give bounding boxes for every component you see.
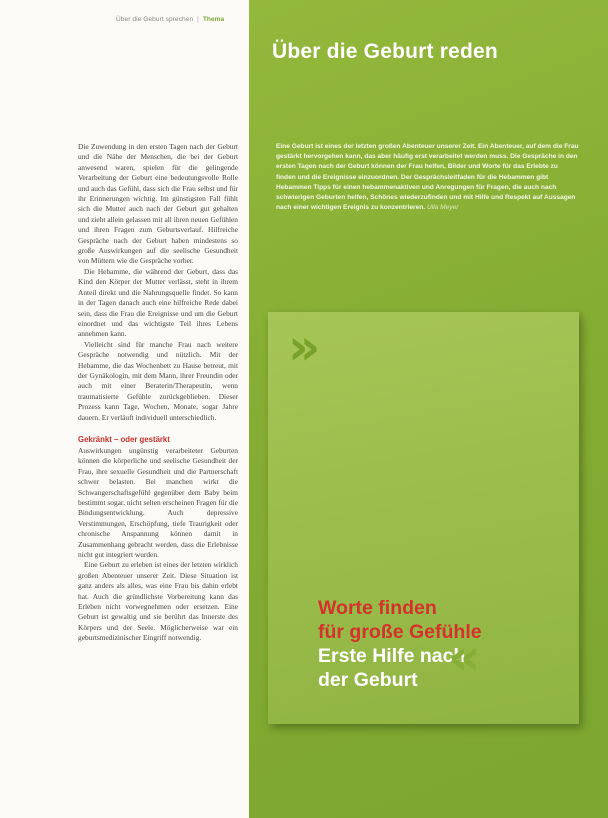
quote-close-icon: « bbox=[448, 628, 481, 686]
book-title-line-2: für große Gefühle bbox=[318, 621, 482, 643]
article-paragraph-4: Auswirkungen ungünstig verarbeiteter Geburten können die körperliche und seelische Gesundheit der Frau, ihre sexuelle Gesundheit und die Partnerschaft schwer belasten. Bei manchen wirkt die Schwangerschaftsgefühl gegenüber dem Baby beim bestimmt sogar, nicht selten erscheinen Fragen für die Bindungsentwicklung. Auch depressive Verstimmungen, Erschöpfung, tiefe Traurigkeit oder chronische Anspannung können damit in Zusammenhang gebracht werden, dass die Erlebnisse nicht gut integriert wurden. bbox=[78, 445, 238, 560]
panel-intro bbox=[276, 142, 579, 213]
running-head-separator: | bbox=[197, 16, 199, 23]
book-title bbox=[318, 596, 568, 692]
panel-title: Über die Geburt reden bbox=[272, 40, 498, 63]
book-subtitle-line-1: Erste Hilfe nach bbox=[318, 645, 466, 667]
article-paragraph-2: Die Hebamme, die während der Geburt, dass das Kind den Körper der Mutter verlässt, steht in ihrem Anteil direkt und die Nahrungsquelle findet. So kann in der Tagen danach auch eine hilfreiche Rede dabei sein, dass die Frau die Ereignisse und um die Geburt einordnet und das wichtigste Teil ihres Lebens annehmen kann. bbox=[78, 266, 238, 339]
intro-text: Eine Geburt ist eines der letzten großen Abenteuer unserer Zeit. Ein Abenteuer, auf dem die Frau gestärkt hervorgehen kann, das aber häufig erst verarbeitet werden muss. Die Gespräche in den ersten Tagen nach der Geburt können der Frau helfen, Bilder und Worte für das Erlebte zu finden und die Ereignisse einzuordnen. Der Gesprächsleitfaden für die Hebammen gibt Hebammen Tipps für einen hebammenaktiven und Anregungen für Fragen, die auch nach schwierigen Geburten helfen, Schönes wiederzufinden und mit Hilfe und Respekt auf Aussagen nach einer wichtigen Ereignis zu konzentrieren. bbox=[276, 143, 579, 212]
book-cover bbox=[268, 312, 579, 724]
quote-open-icon: » bbox=[288, 318, 321, 376]
article-column bbox=[78, 142, 238, 644]
book-subtitle-line-2: der Geburt bbox=[318, 669, 418, 691]
running-title: Über die Geburt sprechen bbox=[116, 16, 194, 23]
article-paragraph-3: Vielleicht sind für manche Frau nach weitere Gespräche notwendig und nützlich. Mit der Hebamme, die das Wochenbett zu Hause betreut, mit der Gynäkologin, mit dem Mann, ihrer Freundin oder auch mit einer Beraterin/Therapeutin, wenn traumatisierte Gefühle zurückgeblieben. Dieser Prozess kann Tage, Wochen, Monate, sogar Jahre dauern. Er verläuft individuell unterschiedlich. bbox=[78, 339, 238, 422]
running-head bbox=[116, 16, 246, 23]
article-paragraph-1: Die Zuwendung in den ersten Tagen nach der Geburt und die Nähe der Menschen, die bei der Geburt anwesend waren, spielen für die gelingende Verarbeitung der Geburt eine bedeutungsvolle Rolle und auch das Gefühl, dass sich die Frau selbst und für ihr Erinnerungen wichtig. Im günstigsten Fall fühlt sich die Mutter auch nach der Geburt gut gehalten und zieht allein gelassen mit all ihren neuen Gefühlen und ihren Fragen zum Geburtsverlauf. Hilfreiche Gespräche nach der Geburt haben mindestens so große Auswirkungen auf die seelische Gesundheit von Müttern wie die Gespräche vorher. bbox=[78, 142, 238, 266]
article-paragraph-5: Eine Geburt zu erleben ist eines der letzten wirklich großen Abenteuer unserer Zeit. Diese Situation ist ganz anders als alles, was eine Frau bis dahin erlebt hat. Auch die gründlichste Vorbereitung kann das Erleben nicht vorwegnehmen oder ersetzen. Eine Geburt ist gewaltig und sie berührt das Innerste des Körpers und der Seele. Möglicherweise war ein geburtsmedizinischer Eingriff notwendig. bbox=[78, 560, 238, 643]
intro-credit: Ulla Meyer bbox=[426, 204, 459, 212]
book-title-line-1: Worte finden bbox=[318, 597, 437, 619]
section-label: Thema bbox=[202, 16, 225, 23]
article-subheading: Gekränkt – oder gestärkt bbox=[78, 434, 170, 444]
